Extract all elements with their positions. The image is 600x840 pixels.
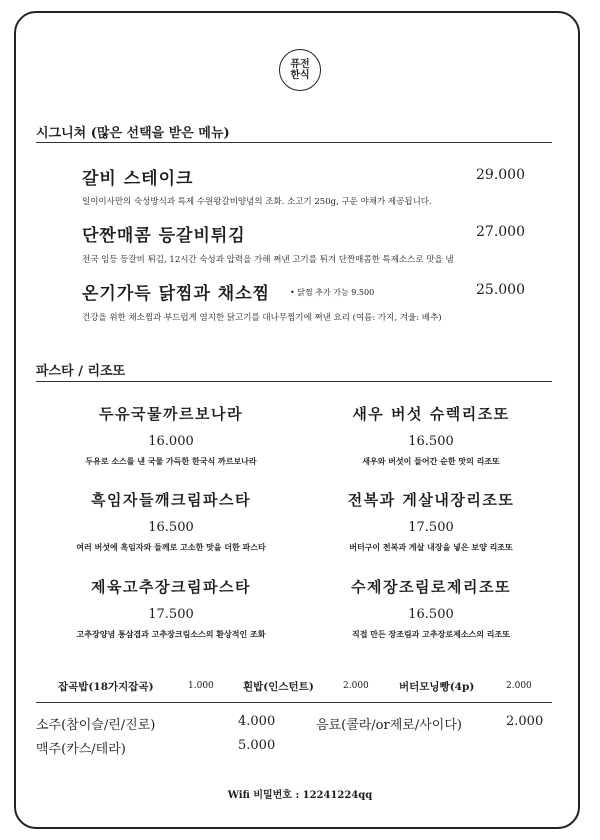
signature-item-2-name: 단짠매콤 등갈비튀김 xyxy=(82,226,246,246)
drink-item-1-name: 소주(참이슬/린/진로) xyxy=(36,718,156,733)
pasta-item-2 xyxy=(301,403,561,467)
pasta-item-3-name: 흑임자들깨크림파스타 xyxy=(91,491,251,509)
pasta-divider xyxy=(36,381,552,382)
side-item-1-name: 잡곡밥(18가지잡곡) xyxy=(58,681,154,693)
signature-item-1-desc: 일이이사만의 숙성방식과 특제 수원왕갈비양념의 조화. 소고기 250g, 구운 야채가 제공됩니다. xyxy=(82,197,432,207)
side-item-3-price: 2.000 xyxy=(506,681,532,691)
pasta-item-4 xyxy=(301,489,561,553)
signature-item-1-name: 갈비 스테이크 xyxy=(82,169,194,189)
pasta-section-title: 파스타 / 리조또 xyxy=(36,364,126,379)
pasta-item-6-desc: 직접 만든 장조림과 고추장로제소스의 리조또 xyxy=(352,629,510,639)
pasta-item-2-desc: 새우와 버섯이 들어간 순한 맛의 리조또 xyxy=(362,456,500,466)
signature-item-1-price: 29.000 xyxy=(476,167,525,183)
pasta-item-3-desc: 여러 버섯에 흑임자와 들깨로 고소한 맛을 더한 파스타 xyxy=(76,542,266,552)
drink-item-3-price: 5.000 xyxy=(238,738,276,753)
signature-item-3-note: • 닭찜 추가 가능 9.500 xyxy=(290,288,375,297)
pasta-item-4-name: 전복과 게살내장리조또 xyxy=(347,491,515,509)
drink-item-3-name: 맥주(카스/테라) xyxy=(36,742,126,757)
signature-item-2-price: 27.000 xyxy=(476,224,525,240)
pasta-item-6 xyxy=(301,576,561,640)
pasta-item-1-price: 16.000 xyxy=(148,434,194,449)
pasta-item-3 xyxy=(41,489,301,553)
signature-item-3-desc: 건강을 위한 채소찜과 부드럽게 염지한 닭고기를 대나무찜기에 쪄낸 요리 (여름: 가지, 겨울: 배추) xyxy=(82,313,442,323)
signature-section-title: 시그니쳐 (많은 선택을 받은 메뉴) xyxy=(36,126,230,141)
logo-line-2: 한식 xyxy=(290,70,310,81)
side-item-1-price: 1.000 xyxy=(188,681,214,691)
drink-item-2-name: 음료(콜라/or제로/사이다) xyxy=(316,718,462,733)
side-item-3-name: 버터모닝빵(4p) xyxy=(399,681,475,693)
pasta-item-2-price: 16.500 xyxy=(408,434,454,449)
side-item-2-price: 2.000 xyxy=(343,681,369,691)
sides-divider xyxy=(36,702,552,703)
pasta-item-2-name: 새우 버섯 슈렉리조또 xyxy=(352,405,510,423)
pasta-item-5-name: 제육고추장크림파스타 xyxy=(91,578,251,596)
pasta-item-4-price: 17.500 xyxy=(408,520,454,535)
pasta-item-5 xyxy=(41,576,301,640)
signature-item-3-price: 25.000 xyxy=(476,282,525,298)
pasta-item-6-name: 수제장조림로제리조또 xyxy=(351,578,511,596)
signature-divider xyxy=(36,142,552,143)
wifi-password: Wifi 비밀번호 : 12241224qq xyxy=(227,790,373,801)
pasta-item-3-price: 16.500 xyxy=(148,520,194,535)
logo-seal xyxy=(279,49,321,91)
pasta-item-1-name: 두유국물까르보나라 xyxy=(99,405,243,423)
pasta-item-5-desc: 고추장양념 통삼겹과 고추장크림소스의 환상적인 조화 xyxy=(76,629,266,639)
pasta-item-4-desc: 버터구이 전복과 게살 내장을 넣은 보양 리조또 xyxy=(349,542,513,552)
pasta-item-1-desc: 두유로 소스를 낸 국물 가득한 한국식 까르보나라 xyxy=(85,456,257,466)
side-item-2-name: 흰밥(인스턴트) xyxy=(243,681,314,693)
pasta-item-6-price: 16.500 xyxy=(408,607,454,622)
logo-line-1: 퓨전 xyxy=(290,59,310,70)
pasta-item-5-price: 17.500 xyxy=(148,607,194,622)
drink-item-2-price: 2.000 xyxy=(506,714,544,729)
pasta-item-1 xyxy=(41,403,301,467)
signature-item-2-desc: 전국 임등 등갈비 튀김, 12시간 숙성과 압력을 가해 쪄낸 고기를 튀겨 단짠매콤한 특제소스로 맛을 냄 xyxy=(82,255,454,265)
signature-item-3-name: 온기가득 닭찜과 채소찜 xyxy=(82,284,271,304)
drink-item-1-price: 4.000 xyxy=(238,714,276,729)
